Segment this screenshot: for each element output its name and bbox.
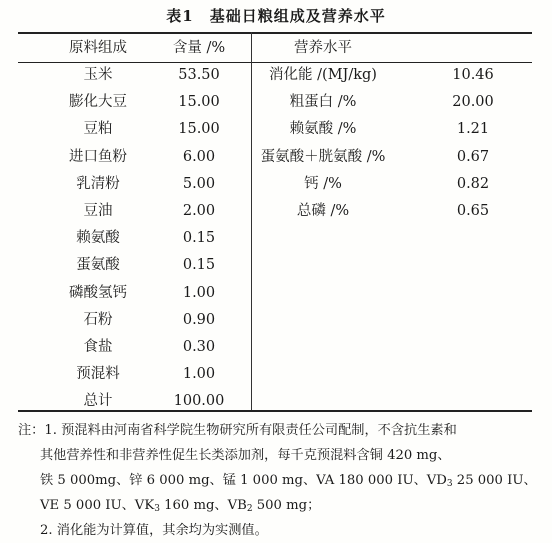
ingredient-name: 豆粕 — [83, 121, 113, 138]
nutrient-name: 钙 /% — [304, 175, 342, 192]
column-separator — [251, 32, 252, 410]
ingredient-value: 5.00 — [182, 175, 216, 192]
nutrient-name: 赖氨酸 /% — [289, 121, 357, 138]
header-nutrient: 营养水平 — [294, 40, 352, 56]
ingredient-name: 石粉 — [83, 311, 113, 328]
ingredient-value: 2.00 — [182, 203, 216, 219]
ingredient-value: 1.00 — [182, 284, 216, 301]
ingredient-value: 0.90 — [182, 311, 216, 328]
ingredient-name: 豆油 — [83, 203, 113, 219]
nutrient-value: 0.65 — [456, 203, 490, 219]
nutrient-value: 10.46 — [452, 67, 494, 83]
nutrient-value: 0.82 — [456, 175, 490, 192]
ingredient-name: 磷酸氢钙 — [69, 284, 127, 301]
header-rule — [18, 62, 532, 63]
ingredient-value: 6.00 — [182, 148, 216, 165]
nutrient-value: 1.21 — [456, 121, 490, 138]
nutrient-value: 0.67 — [456, 148, 490, 165]
note-line-5: 2. 消化能为计算值，其余均为实测值。 — [40, 523, 268, 538]
header-ingredient: 原料组成 — [69, 40, 127, 56]
ingredient-value: 0.30 — [182, 339, 216, 355]
ingredient-value: 53.50 — [178, 67, 220, 83]
ingredient-value: 15.00 — [178, 121, 220, 138]
nutrient-name: 蛋氨酸＋胱氨酸 /% — [260, 148, 386, 165]
ingredient-value: 1.00 — [182, 366, 216, 383]
ingredient-name: 乳清粉 — [76, 175, 120, 192]
ingredient-name: 玉米 — [83, 67, 113, 83]
table-title: 表1 基础日粮组成及营养水平 — [166, 7, 386, 25]
nutrient-name: 消化能 /(MJ/kg) — [269, 67, 377, 83]
nutrient-value: 20.00 — [452, 94, 494, 111]
ingredient-name: 赖氨酸 — [76, 230, 120, 247]
nutrient-name: 总磷 /% — [296, 203, 350, 219]
note-line-3: 铁 5 000mg、锌 6 000 mg、锰 1 000 mg、VA 180 000 IU、$VD_3$ 25 000 IU、 — [40, 473, 537, 489]
ingredient-name: 膨化大豆 — [69, 94, 127, 111]
note-line-2: 其他营养性和非营养性促生长类添加剂，每千克预混料含铜 420 mg、 — [40, 448, 451, 463]
ingredient-name: 进口鱼粉 — [69, 148, 127, 165]
ingredient-value: 100.00 — [173, 393, 225, 410]
ingredient-name: 食盐 — [83, 339, 113, 355]
table-notes — [18, 418, 538, 543]
ingredient-name: 总计 — [83, 393, 113, 410]
ingredient-name: 预混料 — [76, 366, 120, 383]
ingredient-value: 15.00 — [178, 94, 220, 111]
note-line-1: 注：1. 预混料由河南省科学院生物研究所有限责任公司配制，不含抗生素和 — [18, 423, 457, 438]
ingredient-value: 0.15 — [182, 257, 216, 274]
nutrient-name: 粗蛋白 /% — [289, 94, 357, 111]
ingredient-name: 蛋氨酸 — [76, 257, 120, 274]
header-content: 含量 /% — [172, 40, 226, 56]
top-rule — [18, 32, 532, 34]
ingredient-value: 0.15 — [182, 230, 216, 247]
note-line-4: VE 5 000 IU、$VK_3$ 160 mg、$VB_2$ 500 mg； — [40, 498, 321, 514]
